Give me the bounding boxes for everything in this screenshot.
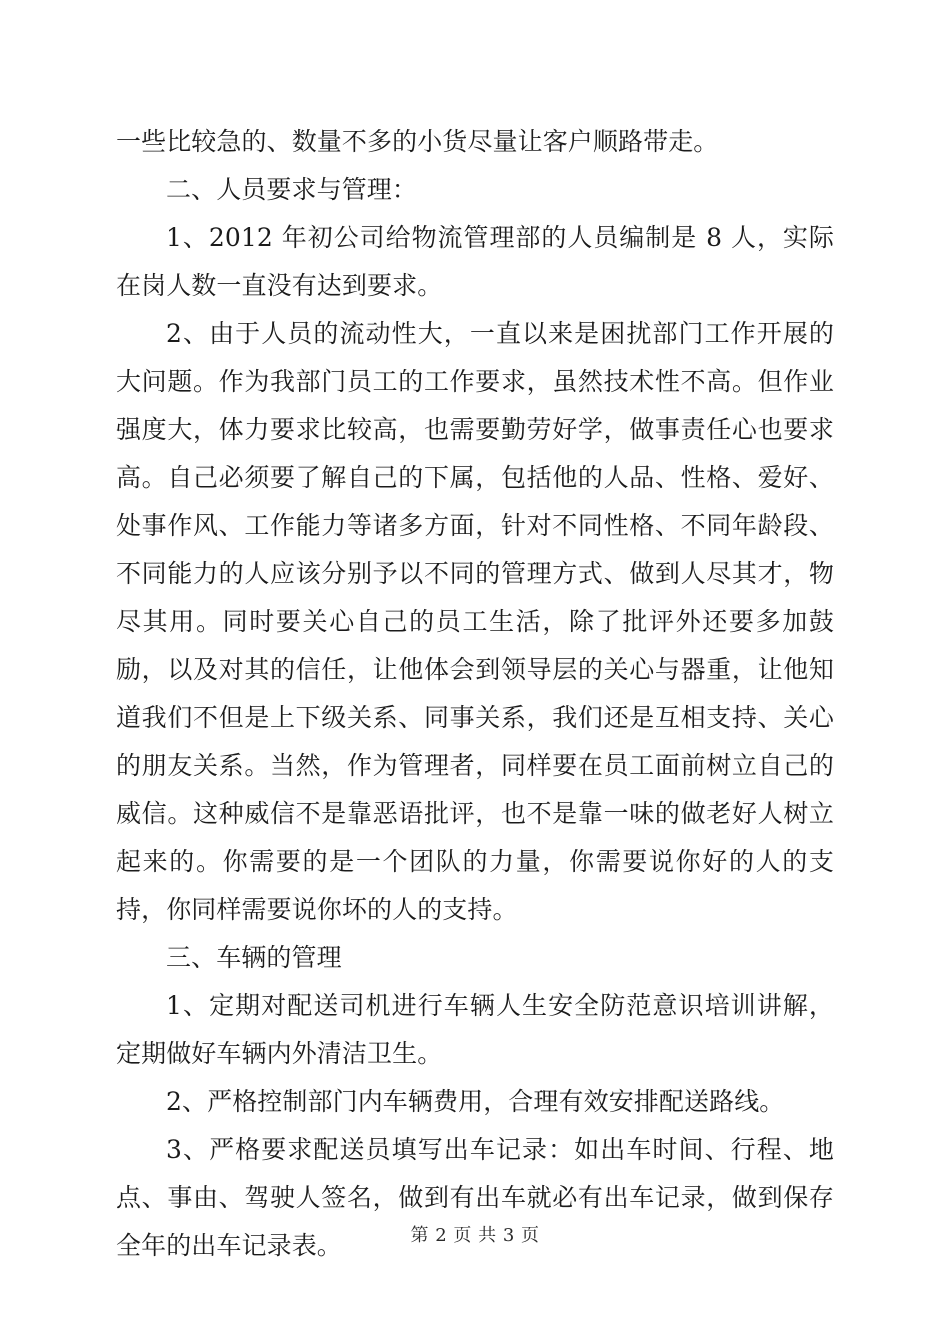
paragraph-item-3-2: 2、严格控制部门内车辆费用，合理有效安排配送路线。 — [166, 1087, 785, 1116]
paragraph-item-3-3: 3、严格要求配送员填写出车记录：如出车时间、行程、地点、事由、驾驶人签名，做到有出车就必有出车记录，做到保存全年的出车记录表。 — [116, 1135, 834, 1260]
paragraph-continued-line: 一些比较急的、数量不多的小货尽量让客户顺路带走。 — [116, 127, 719, 156]
page-footer: 第 2 页 共 3 页 — [410, 1225, 540, 1246]
document-text-body — [116, 118, 834, 1270]
section-heading-three: 三、车辆的管理 — [166, 943, 342, 972]
paragraph-item-3-1: 1、定期对配送司机进行车辆人生安全防范意识培训讲解，定期做好车辆内外清洁卫生。 — [116, 991, 834, 1068]
section-heading-two: 二、人员要求与管理： — [166, 175, 418, 204]
paragraph-item-2-2: 2、由于人员的流动性大，一直以来是困扰部门工作开展的大问题。作为我部门员工的工作要求，虽然技术性不高。但作业强度大，体力要求比较高，也需要勤劳好学，做事责任心也要求高。自己必须要了解自己的下属，包括他的人品、性格、爱好、处事作风、工作能力等诸多方面，针对不同性格、不同年龄段、不同能力的人应该分别予以不同的管理方式、做到人尽其才，物尽其用。同时要关心自己的员工生活，除了批评外还要多加鼓励，以及对其的信任，让他体会到领导层的关心与器重，让他知道我们不但是上下级关系、同事关系，我们还是互相支持、关心的朋友关系。当然，作为管理者，同样要在员工面前树立自己的威信。这种威信不是靠恶语批评，也不是靠一味的做老好人树立起来的。你需要的是一个团队的力量，你需要说你好的人的支持，你同样需要说你坏的人的支持。 — [116, 319, 834, 924]
paragraph-item-2-1: 1、2012 年初公司给物流管理部的人员编制是 8 人，实际在岗人数一直没有达到要求。 — [116, 223, 834, 300]
